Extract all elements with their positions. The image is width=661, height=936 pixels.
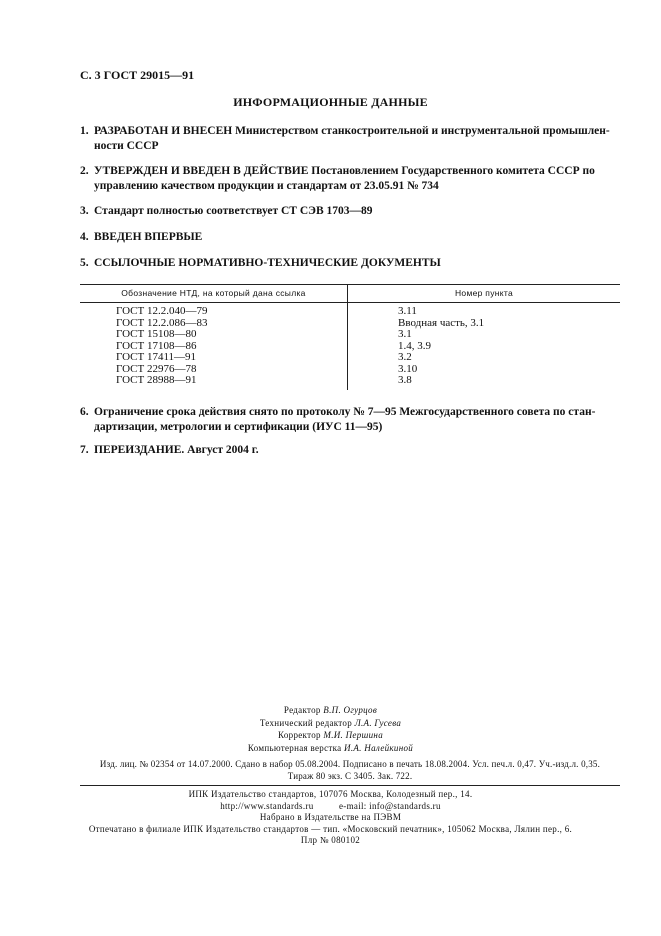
item-number: 2. — [80, 165, 89, 177]
doc-designation: ГОСТ 12.2.086—83 — [116, 316, 208, 329]
credit-line — [0, 717, 661, 730]
table-row — [80, 306, 620, 318]
clause-number: 3.10 — [398, 362, 418, 375]
item-number: 7. — [80, 444, 89, 456]
item-text: Ограничение срока действия снято по протоколу № 7—95 Межгосударственного совета по стан- — [94, 406, 596, 418]
item-text-cont: ности СССР — [94, 140, 159, 152]
list-item-2 — [80, 164, 620, 194]
credit-line — [0, 729, 661, 742]
print-imprint — [80, 758, 620, 782]
item-number: 5. — [80, 257, 89, 269]
item-text: УТВЕРЖДЕН И ВВЕДЕН В ДЕЙСТВИЕ Постановлением Государственного комитета СССР по — [94, 165, 595, 177]
credit-name: И.А. Налейкиной — [344, 742, 414, 753]
item-number: 6. — [80, 406, 89, 418]
credit-line — [0, 742, 661, 755]
item-text-cont: управлению качеством продукции и стандартам от 23.05.91 № 734 — [94, 180, 439, 192]
doc-designation: ГОСТ 28988—91 — [116, 374, 197, 386]
list-item-4 — [80, 230, 620, 245]
publisher-line: Отпечатано в филиале ИПК Издательство стандартов — тип. «Московский печатник», 105062 Москва, Лялин пер., 6. — [88, 823, 573, 834]
item-text: РАЗРАБОТАН И ВНЕСЕН Министерством станкостроительной и инструментальной промышлен- — [94, 125, 610, 137]
doc-designation: ГОСТ 15108—80 — [116, 328, 197, 340]
table-header-rule — [80, 302, 620, 303]
clause-number: 1.4, 3.9 — [398, 339, 431, 352]
credit-name: М.И. Першина — [323, 730, 383, 740]
doc-designation: ГОСТ 22976—78 — [116, 362, 197, 375]
doc-designation: ГОСТ 12.2.040—79 — [116, 305, 208, 317]
imprint-line: Изд. лиц. № 02354 от 14.07.2000. Сдано в набор 05.08.2004. Подписано в печать 18.08.2004. Усл. печ.л. 0,47. Уч.-изд.л. 0,35. — [99, 759, 601, 769]
table-top-rule — [80, 284, 620, 285]
publisher-line: Набрано в Издательстве на ПЭВМ — [259, 812, 402, 822]
publisher-line: Плр № 080102 — [300, 835, 361, 845]
list-item-1 — [80, 124, 620, 154]
credit-role: Компьютерная верстка — [247, 742, 342, 753]
item-text-cont: дартизации, метрологии и сертификации (ИУС 11—95) — [94, 421, 383, 433]
imprint-divider — [80, 785, 620, 786]
table-row — [80, 329, 620, 341]
list-item-3 — [80, 204, 620, 219]
table-row — [80, 352, 620, 364]
table-body — [80, 306, 620, 387]
clause-number: 3.8 — [398, 374, 412, 386]
page-header: С. 3 ГОСТ 29015—91 — [80, 68, 195, 82]
list-item-7 — [80, 443, 620, 458]
item-number: 1. — [80, 125, 89, 137]
credit-name: В.П. Огурцов — [323, 705, 378, 715]
credit-role: Редактор — [283, 705, 321, 715]
item-text: ВВЕДЕН ВПЕРВЫЕ — [94, 231, 203, 243]
clause-number: 3.2 — [398, 351, 412, 363]
list-item-6 — [80, 405, 620, 435]
item-text: ПЕРЕИЗДАНИЕ. Август 2004 г. — [94, 444, 259, 456]
item-number: 3. — [80, 205, 89, 217]
table-row — [80, 375, 620, 387]
imprint-line: Тираж 80 экз. С 3405. Зак. 722. — [287, 771, 413, 781]
table-header-designation: Обозначение НТД, на который дана ссылка — [121, 288, 306, 298]
editorial-credits — [0, 704, 661, 754]
clause-number: 3.1 — [398, 328, 412, 340]
list-item-5 — [80, 256, 620, 271]
table-header-clause: Номер пункта — [454, 288, 513, 298]
doc-designation: ГОСТ 17108—86 — [116, 339, 197, 352]
clause-number: Вводная часть, 3.1 — [398, 316, 485, 329]
item-number: 4. — [80, 231, 89, 243]
credit-line — [0, 704, 661, 717]
section-title: ИНФОРМАЦИОННЫЕ ДАННЫЕ — [233, 95, 428, 109]
publisher-info — [0, 789, 661, 847]
credit-role: Технический редактор — [259, 717, 353, 728]
publisher-line: ИПК Издательство стандартов, 107076 Москва, Колодезный пер., 14. — [188, 789, 473, 799]
credit-role: Корректор — [278, 730, 321, 740]
credit-name: Л.А. Гусева — [354, 717, 402, 728]
clause-number: 3.11 — [398, 305, 417, 317]
doc-designation: ГОСТ 17411—91 — [116, 351, 197, 363]
publisher-contacts: http://www.standards.ru e-mail: info@standards.ru — [220, 800, 441, 811]
item-text: ССЫЛОЧНЫЕ НОРМАТИВНО-ТЕХНИЧЕСКИЕ ДОКУМЕНТЫ — [94, 257, 441, 269]
item-text: Стандарт полностью соответствует СТ СЭВ 1703—89 — [94, 205, 373, 217]
